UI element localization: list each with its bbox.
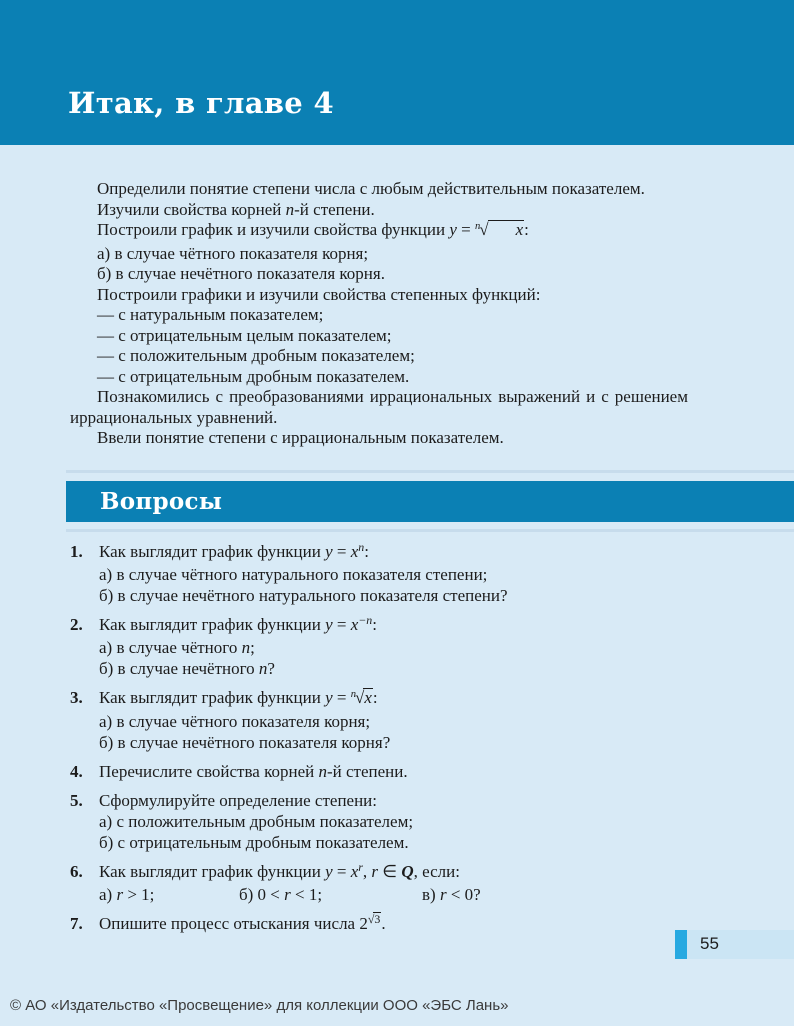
- question-line: [99, 658, 694, 679]
- question-body: [99, 541, 694, 606]
- chapter-header-band: [0, 0, 794, 145]
- summary-paragraph: [70, 326, 688, 347]
- question-number: 1.: [70, 542, 83, 561]
- text-segment: y: [325, 862, 333, 881]
- question-option-column: [99, 884, 239, 905]
- question-line: [99, 614, 694, 637]
- question-line: [99, 711, 694, 732]
- summary-paragraph: [70, 179, 688, 200]
- text-segment: y: [449, 220, 457, 239]
- summary-paragraph: [70, 428, 688, 449]
- question-item: [70, 761, 694, 782]
- radical-radicand: x: [364, 688, 372, 707]
- text-segment: n: [285, 199, 295, 219]
- question-line: [99, 732, 694, 753]
- summary-paragraph: [70, 305, 688, 326]
- text-segment: Сформулируйте определение степени:: [99, 791, 378, 810]
- text-segment: а) в случае чётного натурального показателя степени;: [99, 565, 488, 584]
- summary: [70, 179, 688, 449]
- text-segment: x: [350, 615, 359, 634]
- question-line: [99, 884, 694, 905]
- text-segment: :: [524, 220, 529, 239]
- text-segment: а) в случае чётного показателя корня;: [97, 243, 369, 263]
- question-number: 4.: [70, 762, 83, 781]
- text-segment: r: [116, 885, 124, 904]
- question-line: [99, 832, 694, 853]
- text-segment: б) в случае нечётного показателя корня.: [97, 264, 385, 283]
- text-segment: .: [381, 914, 386, 933]
- text-segment: < 0?: [446, 885, 481, 904]
- text-segment: ∈: [378, 862, 402, 881]
- text-segment: Как выглядит график функции: [99, 688, 326, 707]
- question-body: [99, 614, 694, 679]
- question-option-column: [422, 884, 481, 905]
- question-item: [70, 541, 694, 606]
- question-line: [99, 790, 694, 811]
- radical-index: n: [475, 221, 481, 233]
- text-segment: — с отрицательным дробным показателем.: [97, 366, 410, 386]
- text-segment: б) 0 <: [239, 885, 285, 904]
- text-segment: Как выглядит график функции: [99, 862, 326, 881]
- radical-sign: √: [355, 688, 364, 707]
- radical-sign: √: [367, 912, 374, 927]
- text-segment: — с положительным дробным показателем;: [97, 346, 415, 365]
- question-body: [99, 687, 694, 753]
- text-segment: Построили график и изучили свойства функции: [97, 220, 450, 239]
- text-segment: Как выглядит график функции: [99, 542, 326, 561]
- text-segment: r: [358, 860, 363, 875]
- question-line: [99, 585, 694, 606]
- summary-paragraph: [70, 244, 688, 265]
- divider-below-questions: [66, 529, 794, 532]
- question-line: [99, 687, 694, 711]
- text-segment: Q: [401, 862, 414, 881]
- summary-paragraph: [70, 367, 688, 388]
- summary-paragraph: [70, 387, 688, 428]
- text-segment: x: [350, 862, 359, 881]
- text-segment: r: [371, 862, 379, 881]
- text-segment: :: [364, 542, 369, 561]
- chapter-title: Итак, в главе 4: [68, 86, 334, 120]
- text-segment: < 1;: [290, 885, 323, 904]
- text-segment: б) в случае нечётного натурального показателя степени?: [99, 586, 508, 605]
- text-segment: > 1;: [123, 885, 155, 904]
- radical-radicand: x: [488, 220, 525, 240]
- question-number: 6.: [70, 862, 83, 881]
- text-segment: Ввели понятие степени с иррациональным показателем.: [97, 428, 504, 447]
- question-line: [99, 541, 694, 564]
- text-segment: б) с отрицательным дробным показателем.: [99, 833, 409, 852]
- text-segment: n: [241, 638, 251, 657]
- questions-list: [70, 541, 694, 944]
- question-line: [99, 637, 694, 658]
- question-item: [70, 913, 694, 936]
- text-segment: — с отрицательным целым показателем;: [97, 325, 392, 345]
- questions-band-title: Вопросы: [100, 488, 223, 515]
- radical-radicand: 3: [374, 912, 381, 927]
- question-number: 3.: [70, 688, 83, 707]
- text-segment: :: [372, 688, 378, 707]
- radical-expression: [351, 688, 373, 707]
- text-segment: y: [325, 615, 333, 634]
- question-line: [99, 811, 694, 832]
- text-segment: а) в случае чётного показателя корня;: [99, 712, 371, 731]
- page-number: 55: [700, 934, 719, 953]
- text-segment: =: [332, 615, 351, 634]
- text-segment: r: [284, 885, 291, 904]
- text-segment: Опишите процесс отыскания числа 2: [99, 914, 368, 933]
- text-segment: ?: [267, 659, 275, 678]
- question-line: [99, 861, 694, 884]
- copyright-footer: © АО «Издательство «Просвещение» для коллекции ООО «ЭБС Лань»: [10, 997, 509, 1014]
- summary-paragraph: [70, 220, 688, 244]
- radical-index: n: [350, 689, 356, 701]
- question-line: [99, 564, 694, 585]
- text-segment: ;: [250, 638, 255, 657]
- text-segment: n: [358, 540, 365, 555]
- question-item: [70, 614, 694, 679]
- text-segment: -й степени.: [326, 762, 408, 781]
- question-number: 7.: [70, 914, 83, 933]
- summary-paragraph: [70, 200, 688, 221]
- text-segment: =: [332, 688, 351, 707]
- text-segment: а) в случае чётного: [99, 638, 242, 657]
- text-segment: Познакомились с преобразованиями иррациональных выражений и с решением иррациональных уравнений.: [70, 387, 688, 427]
- text-segment: =: [332, 542, 351, 561]
- question-item: [70, 861, 694, 905]
- radical-expression: [475, 220, 524, 239]
- text-segment: Изучили свойства корней: [97, 199, 286, 219]
- text-segment: а): [99, 885, 117, 904]
- text-segment: n: [258, 659, 268, 678]
- text-segment: , если:: [413, 862, 460, 881]
- question-line: [99, 761, 694, 782]
- text-segment: б) в случае нечётного показателя корня?: [99, 733, 391, 752]
- question-item: [70, 687, 694, 753]
- text-segment: y: [325, 542, 333, 561]
- question-body: [99, 861, 694, 905]
- question-line: [99, 913, 694, 936]
- text-segment: б) в случае нечётного: [99, 659, 259, 678]
- text-segment: -й степени.: [294, 199, 375, 219]
- divider-above-questions: [66, 470, 794, 473]
- question-option-column: [239, 884, 422, 905]
- question-body: [99, 913, 694, 936]
- text-segment: =: [332, 862, 351, 881]
- text-segment: Как выглядит график функции: [99, 615, 326, 634]
- text-segment: в): [422, 885, 440, 904]
- text-segment: Определили понятие степени числа с любым действительным показателем.: [97, 179, 645, 198]
- question-body: [99, 790, 694, 853]
- radical-sign: √: [479, 220, 488, 239]
- question-body: [99, 761, 694, 782]
- summary-paragraph: [70, 346, 688, 367]
- summary-paragraph: [70, 264, 688, 285]
- page-number-box: [675, 930, 794, 959]
- text-segment: n: [318, 762, 327, 781]
- question-number: 5.: [70, 791, 83, 810]
- questions-band: [66, 481, 794, 522]
- question-number: 2.: [70, 615, 83, 634]
- text-segment: ,: [362, 862, 372, 881]
- text-segment: x: [350, 542, 359, 561]
- text-segment: Построили графики и изучили свойства степенных функций:: [97, 284, 541, 304]
- text-segment: :: [372, 615, 377, 634]
- text-segment: а) с положительным дробным показателем;: [99, 812, 414, 831]
- summary-paragraph: [70, 285, 688, 306]
- page-number-accent-bar: [675, 930, 687, 959]
- radical-expression: [368, 912, 381, 926]
- text-segment: y: [325, 688, 333, 707]
- text-segment: r: [439, 885, 447, 904]
- question-item: [70, 790, 694, 853]
- text-segment: — с натуральным показателем;: [97, 305, 324, 324]
- text-segment: −n: [358, 613, 373, 628]
- text-segment: =: [456, 220, 475, 239]
- text-segment: Перечислите свойства корней: [99, 762, 319, 781]
